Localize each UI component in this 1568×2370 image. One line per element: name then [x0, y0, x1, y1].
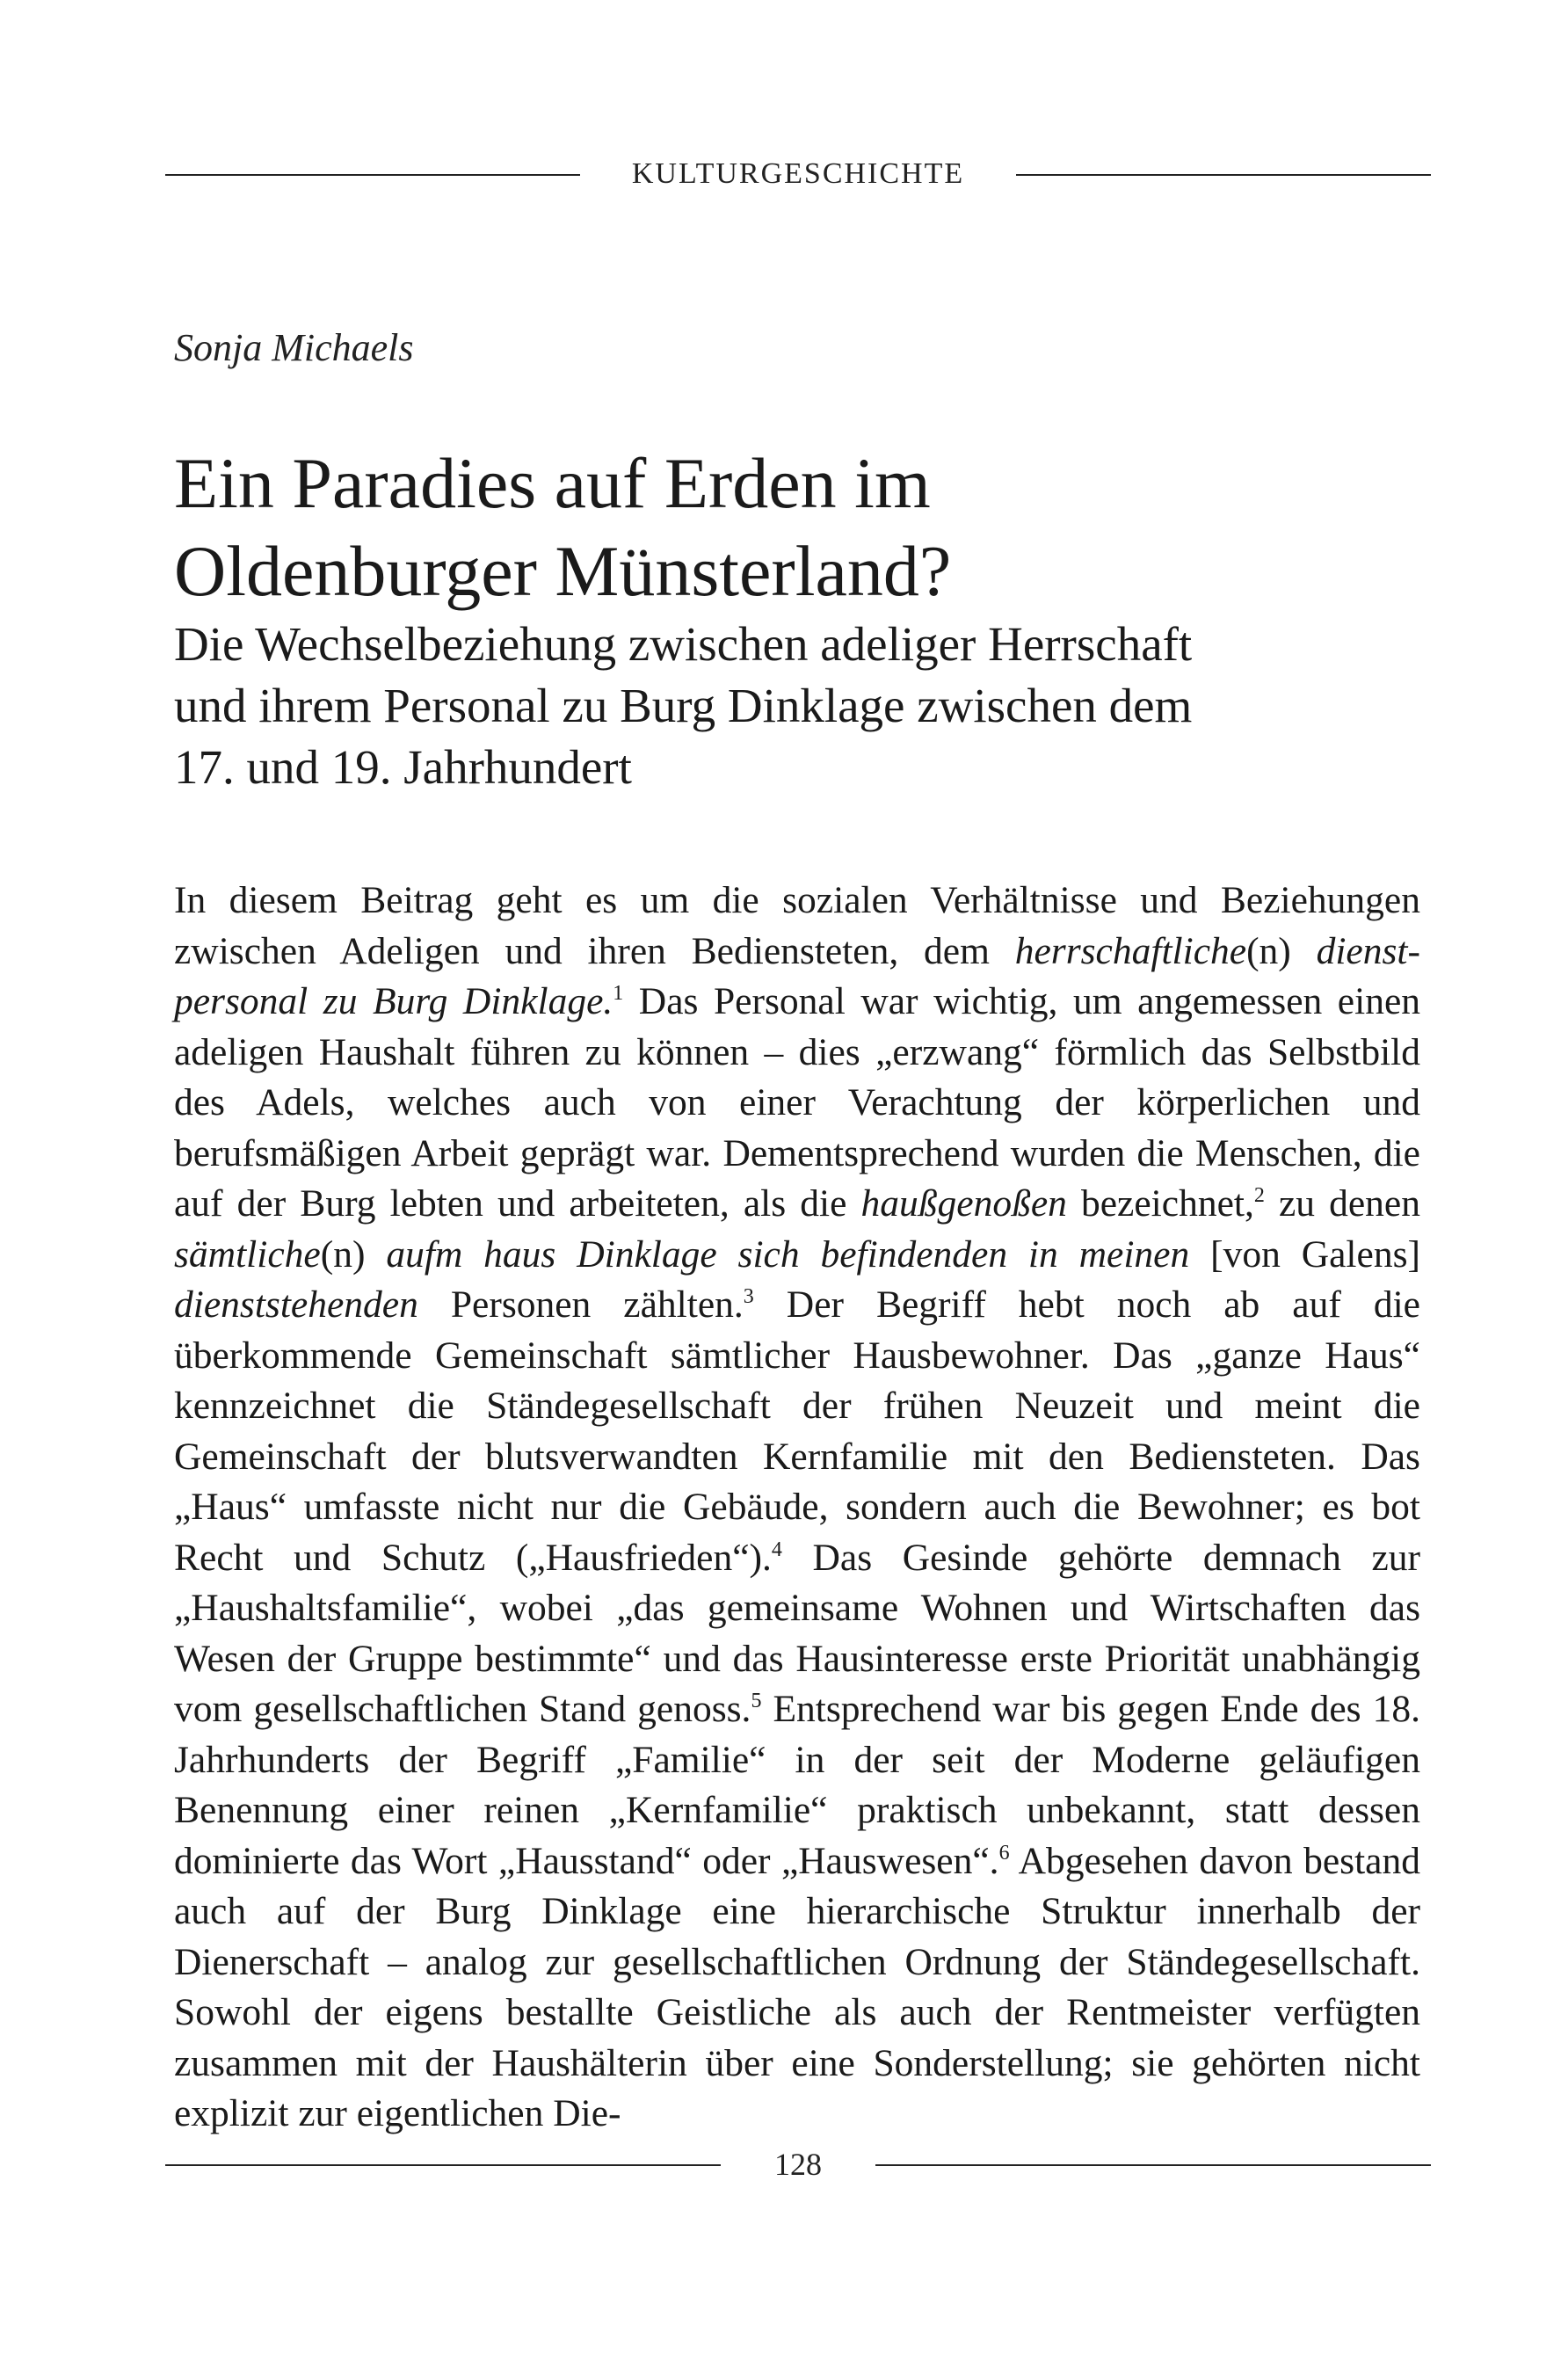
- quoted-term: dienststehenden: [174, 1283, 418, 1326]
- body-text-run: Der Begriff hebt noch ab auf die überkommende Gemeinschaft sämtlicher Hausbewohner. Das „ganze Haus“ kennzeichnet die Ständegesellschaft der frühen Neuzeit und meint die Gemeinschaft der blutsverwandten Kernfamilie mit den Bediensteten. Das „Haus“ umfasste nicht nur die Gebäude, sondern auch die Bewohner; es bot Recht und Schutz („Hausfrieden“).: [174, 1283, 1420, 1579]
- footnote-marker: 3: [743, 1285, 754, 1308]
- body-text-run: Personen zählten.: [417, 1283, 744, 1326]
- quoted-term: herrschaftliche: [1014, 929, 1247, 972]
- body-text-run: (n): [320, 1232, 387, 1276]
- body-text-run: bezeichnet,: [1066, 1182, 1254, 1225]
- footnote-marker: 5: [751, 1690, 762, 1712]
- body-text-run: Das Gesinde gehörte demnach zur „Haushaltsfamilie“, wobei „das gemeinsame Wohnen und Wirtschaften das Wesen der Gruppe bestimmte“ und das Hausinteresse erste Priorität unabhängig vom gesellschaftlichen Stand genoss.: [174, 1536, 1420, 1730]
- article-title: [174, 440, 1405, 615]
- article-subtitle: [174, 614, 1422, 798]
- body-text-run: (n): [1246, 929, 1317, 972]
- author-name: Sonja Michaels: [174, 326, 414, 369]
- header-rule-right: [1016, 174, 1431, 176]
- subtitle-line: 17. und 19. Jahrhundert: [174, 740, 632, 794]
- quoted-term: haußgenoßen: [860, 1182, 1067, 1225]
- body-text-run: In diesem Beitrag geht es um die sozialen Verhältnisse und Beziehungen zwischen Adeligen und ihren Bediensteten, dem: [174, 879, 1420, 972]
- subtitle-line: und ihrem Personal zu Burg Dinklage zwischen dem: [174, 679, 1193, 732]
- footnote-marker: 2: [1253, 1184, 1265, 1207]
- footnote-marker: 6: [998, 1841, 1010, 1865]
- body-text-run: Entsprechend war bis gegen Ende des 18. Jahrhunderts der Begriff „Familie“ in der seit der Moderne geläufigen Benennung einer reinen „Kernfamilie“ praktisch unbekannt, statt dessen dominierte das Wort „Hausstand“ oder „Hauswesen“.: [174, 1688, 1420, 1882]
- footnote-marker: 4: [771, 1538, 782, 1561]
- footer-rule-right: [875, 2164, 1431, 2166]
- body-text-run: [von Galens]: [1189, 1232, 1420, 1276]
- footnote-marker: 1: [613, 982, 624, 1005]
- quoted-term: sämtliche: [174, 1232, 321, 1276]
- quoted-term: dienstpersonal zu Burg Dinklage.: [174, 929, 1420, 1022]
- running-header: [165, 148, 1431, 200]
- page-footer: [165, 2138, 1431, 2191]
- body-text-run: Das Personal war wichtig, um angemessen einen adeligen Haushalt führen zu können – dies „erzwang“ förmlich das Selbstbild des Adels, welches auch von einer Verachtung der körperlichen und berufsmäßigen Arbeit geprägt war. Dementsprechend wurden die Menschen, die auf der Burg lebten und arbeiteten, als die: [174, 980, 1421, 1225]
- page-number: 128: [774, 2147, 822, 2182]
- body-text-run: Abgesehen davon bestand auch auf der Burg Dinklage eine hierarchische Struktur innerhalb der Dienerschaft – analog zur gesellschaftlichen Ordnung der Ständegesellschaft. Sowohl der eigens bestallte Geistliche als auch der Rentmeister verfügten zusammen mit der Haushälterin über eine Sonderstellung; sie gehörten nicht explizit zur eigentlichen Die-: [174, 1839, 1420, 2134]
- title-line: Ein Paradies auf Erden im: [174, 443, 931, 523]
- running-title: KULTURGESCHICHTE: [631, 157, 965, 190]
- subtitle-line: Die Wechselbeziehung zwischen adeliger Herrschaft: [174, 617, 1193, 671]
- body-paragraph: [174, 876, 1420, 2140]
- body-text-run: zu denen: [1264, 1182, 1420, 1225]
- title-line: Oldenburger Münsterland?: [174, 531, 952, 611]
- quoted-term: aufm haus Dinklage sich befindenden in meinen: [386, 1232, 1190, 1276]
